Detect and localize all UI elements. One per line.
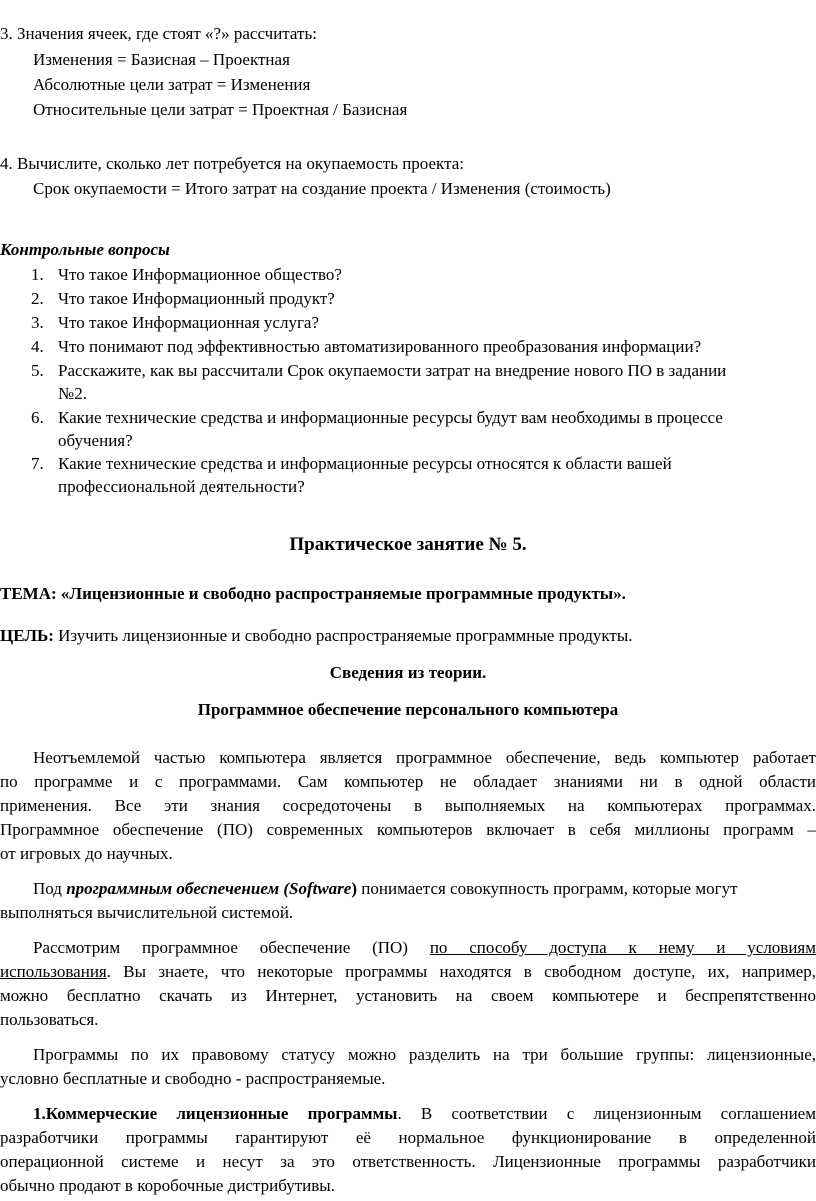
list-item-text: Что такое Информационный продукт? (58, 289, 335, 308)
goal-text: Изучить лицензионные и свободно распространяемые программные продукты. (58, 626, 633, 645)
paragraph-line: обычно продают в коробочные дистрибутивы. (0, 1176, 335, 1195)
list-item-text: Что такое Информационное общество? (58, 265, 342, 284)
term-commercial-licensed: 1.Коммерческие лицензионные программы (33, 1104, 398, 1123)
text-run: понимается совокупность программ, которые могут (357, 879, 738, 898)
text-run: . Вы знаете, что некоторые программы находятся в свободном доступе, их, например, (106, 962, 816, 981)
paragraph-line: Программное обеспечение (ПО) современных компьютеров включает в себя миллионы программ – (0, 820, 816, 839)
list-item-text-continued: №2. (58, 384, 87, 403)
list-item-text: Какие технические средства и информационные ресурсы относятся к области вашей (58, 454, 672, 473)
list-item-text: Что такое Информационная услуга? (58, 313, 320, 332)
list-item-text-continued: обучения? (58, 431, 133, 450)
step4-heading: 4. Вычислите, сколько лет потребуется на окупаемость проекта: (0, 154, 464, 173)
paragraph-line: можно бесплатно скачать из Интернет, установить на своем компьютере и беспрепятственно (0, 986, 816, 1005)
paragraph-line: разработчики программы гарантируют её нормальное функционирование в определенной (0, 1128, 816, 1147)
list-item-text: Какие технические средства и информационные ресурсы будут вам необходимы в процессе (58, 408, 723, 427)
paragraph-line (33, 877, 738, 900)
list-item-number: 6. (31, 408, 44, 427)
paragraph-line (0, 960, 816, 983)
list-item-text-continued: профессиональной деятельности? (58, 477, 305, 496)
paragraph-line: применения. Все эти знания сосредоточены в выполняемых на компьютерах программах. (0, 796, 816, 815)
list-item-number: 2. (31, 289, 44, 308)
goal-label: ЦЕЛЬ: (0, 626, 54, 645)
formula-payback: Срок окупаемости = Итого затрат на создание проекта / Изменения (стоимость) (33, 179, 611, 198)
theory-title: Сведения из теории. (329, 663, 487, 682)
section-title: Программное обеспечение персонального компьютера (197, 700, 619, 719)
paragraph-line: условно бесплатные и свободно - распространяемые. (0, 1069, 386, 1088)
step3-heading: 3. Значения ячеек, где стоят «?» рассчитать: (0, 24, 317, 43)
tema-label: ТЕМА: (0, 584, 57, 603)
text-run: . В соответствии с лицензионным соглашением (397, 1104, 816, 1123)
list-item-number: 4. (31, 337, 44, 356)
paragraph-line: Неотъемлемой частью компьютера является программное обеспечение, ведь компьютер работает (33, 748, 816, 767)
goal-line (0, 624, 633, 647)
tema-line (0, 582, 626, 605)
list-item-number: 3. (31, 313, 44, 332)
tema-text: «Лицензионные и свободно распространяемые программные продукты». (60, 584, 626, 603)
underlined-phrase: использования (0, 962, 107, 981)
paragraph-line: Программы по их правовому статусу можно разделить на три большие группы: лицензионные, (33, 1045, 816, 1064)
list-item-number: 5. (31, 361, 44, 380)
paragraph-line: выполняться вычислительной системой. (0, 903, 294, 922)
term-close-paren: ) (351, 879, 358, 898)
list-item-number: 1. (31, 265, 44, 284)
control-questions-title: Контрольные вопросы (0, 240, 170, 259)
list-item-text: Расскажите, как вы рассчитали Срок окупаемости затрат на внедрение нового ПО в задании (58, 361, 727, 380)
term-software: программным обеспечением (Software (66, 879, 352, 898)
formula-absolute-goals: Абсолютные цели затрат = Изменения (33, 75, 311, 94)
paragraph-line: операционной системе и несут за это ответственность. Лицензионные программы разработчики (0, 1152, 816, 1171)
text-run: Рассмотрим программное обеспечение (ПО) (33, 938, 408, 957)
list-item-text: Что понимают под эффективностью автоматизированного преобразования информации? (58, 337, 702, 356)
practice-title: Практическое занятие № 5. (289, 534, 527, 555)
formula-relative-goals: Относительные цели затрат = Проектная / Базисная (33, 100, 408, 119)
paragraph-line (0, 936, 816, 959)
list-item-number: 7. (31, 454, 44, 473)
paragraph-line (0, 1102, 816, 1125)
text-run: Под (33, 879, 67, 898)
paragraph-line: пользоваться. (0, 1010, 99, 1029)
paragraph-line: по программе и с программами. Сам компьютер не обладает знаниями ни в одной области (0, 772, 816, 791)
underlined-phrase: по способу доступа к нему и условиям (429, 938, 816, 957)
formula-changes: Изменения = Базисная – Проектная (33, 50, 290, 69)
paragraph-line: от игровых до научных. (0, 844, 173, 863)
